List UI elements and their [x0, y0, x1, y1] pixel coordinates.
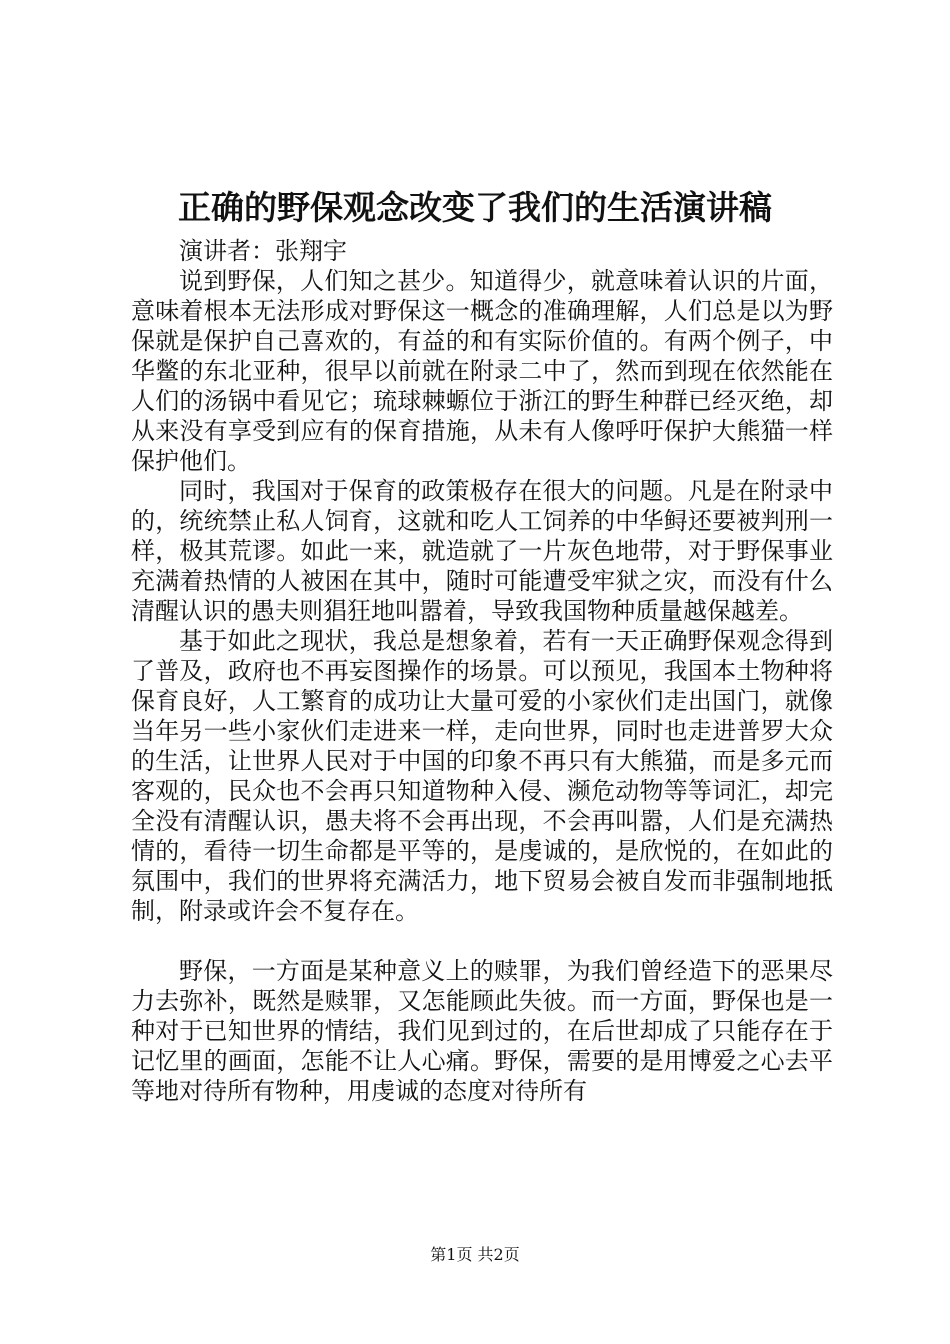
- paragraph-4: 野保，一方面是某种意义上的赎罪，为我们曾经造下的恶果尽力去弥补，既然是赎罪，又怎能顾此失彼。而一方面，野保也是一种对于已知世界的情结，我们见到过的，在后世却成了只能存在于记忆里的画面，怎能不让人心痛。野保，需要的是用博爱之心去平等地对待所有物种，用虔诚的态度对待所有: [131, 957, 833, 1105]
- paragraph-1: 说到野保，人们知之甚少。知道得少，就意味着认识的片面，意味着根本无法形成对野保这一概念的准确理解，人们总是以为野保就是保护自己喜欢的，有益的和有实际价值的。有两个例子，中华鳖的东北亚种，很早以前就在附录二中了，然而到现在依然能在人们的汤锅中看见它；琉球棘螈位于浙江的野生种群已经灭绝，却从来没有享受到应有的保育措施，从未有人像呼吁保护大熊猫一样保护他们。: [131, 267, 833, 475]
- document-title: 正确的野保观念改变了我们的生活演讲稿: [178, 188, 772, 227]
- document-body: [131, 236, 833, 1106]
- speaker-line: 演讲者：张翔宇: [179, 237, 347, 265]
- paragraph-3: 基于如此之现状，我总是想象着，若有一天正确野保观念得到了普及，政府也不再妄图操作的场景。可以预见，我国本土物种将保育良好，人工繁育的成功让大量可爱的小家伙们走出国门，就像当年另一些小家伙们走进来一样，走向世界，同时也走进普罗大众的生活，让世界人民对于中国的印象不再只有大熊猫，而是多元而客观的，民众也不会再只知道物种入侵、濒危动物等等词汇，却完全没有清醒认识，愚夫将不会再出现，不会再叫嚣，人们是充满热情的，看待一切生命都是平等的，是虔诚的，是欣悦的，在如此的氛围中，我们的世界将充满活力，地下贸易会被自发而非强制地抵制，附录或许会不复存在。: [131, 627, 833, 925]
- paragraph-2: 同时，我国对于保育的政策极存在很大的问题。凡是在附录中的，统统禁止私人饲育，这就和吃人工饲养的中华鲟还要被判刑一样，极其荒谬。如此一来，就造就了一片灰色地带，对于野保事业充满着热情的人被困在其中，随时可能遭受牢狱之灾，而没有什么清醒认识的愚夫则猖狂地叫嚣着，导致我国物种质量越保越差。: [131, 477, 833, 625]
- page-footer: 第1页 共2页: [430, 1245, 520, 1264]
- paragraph-spacer: [131, 926, 833, 956]
